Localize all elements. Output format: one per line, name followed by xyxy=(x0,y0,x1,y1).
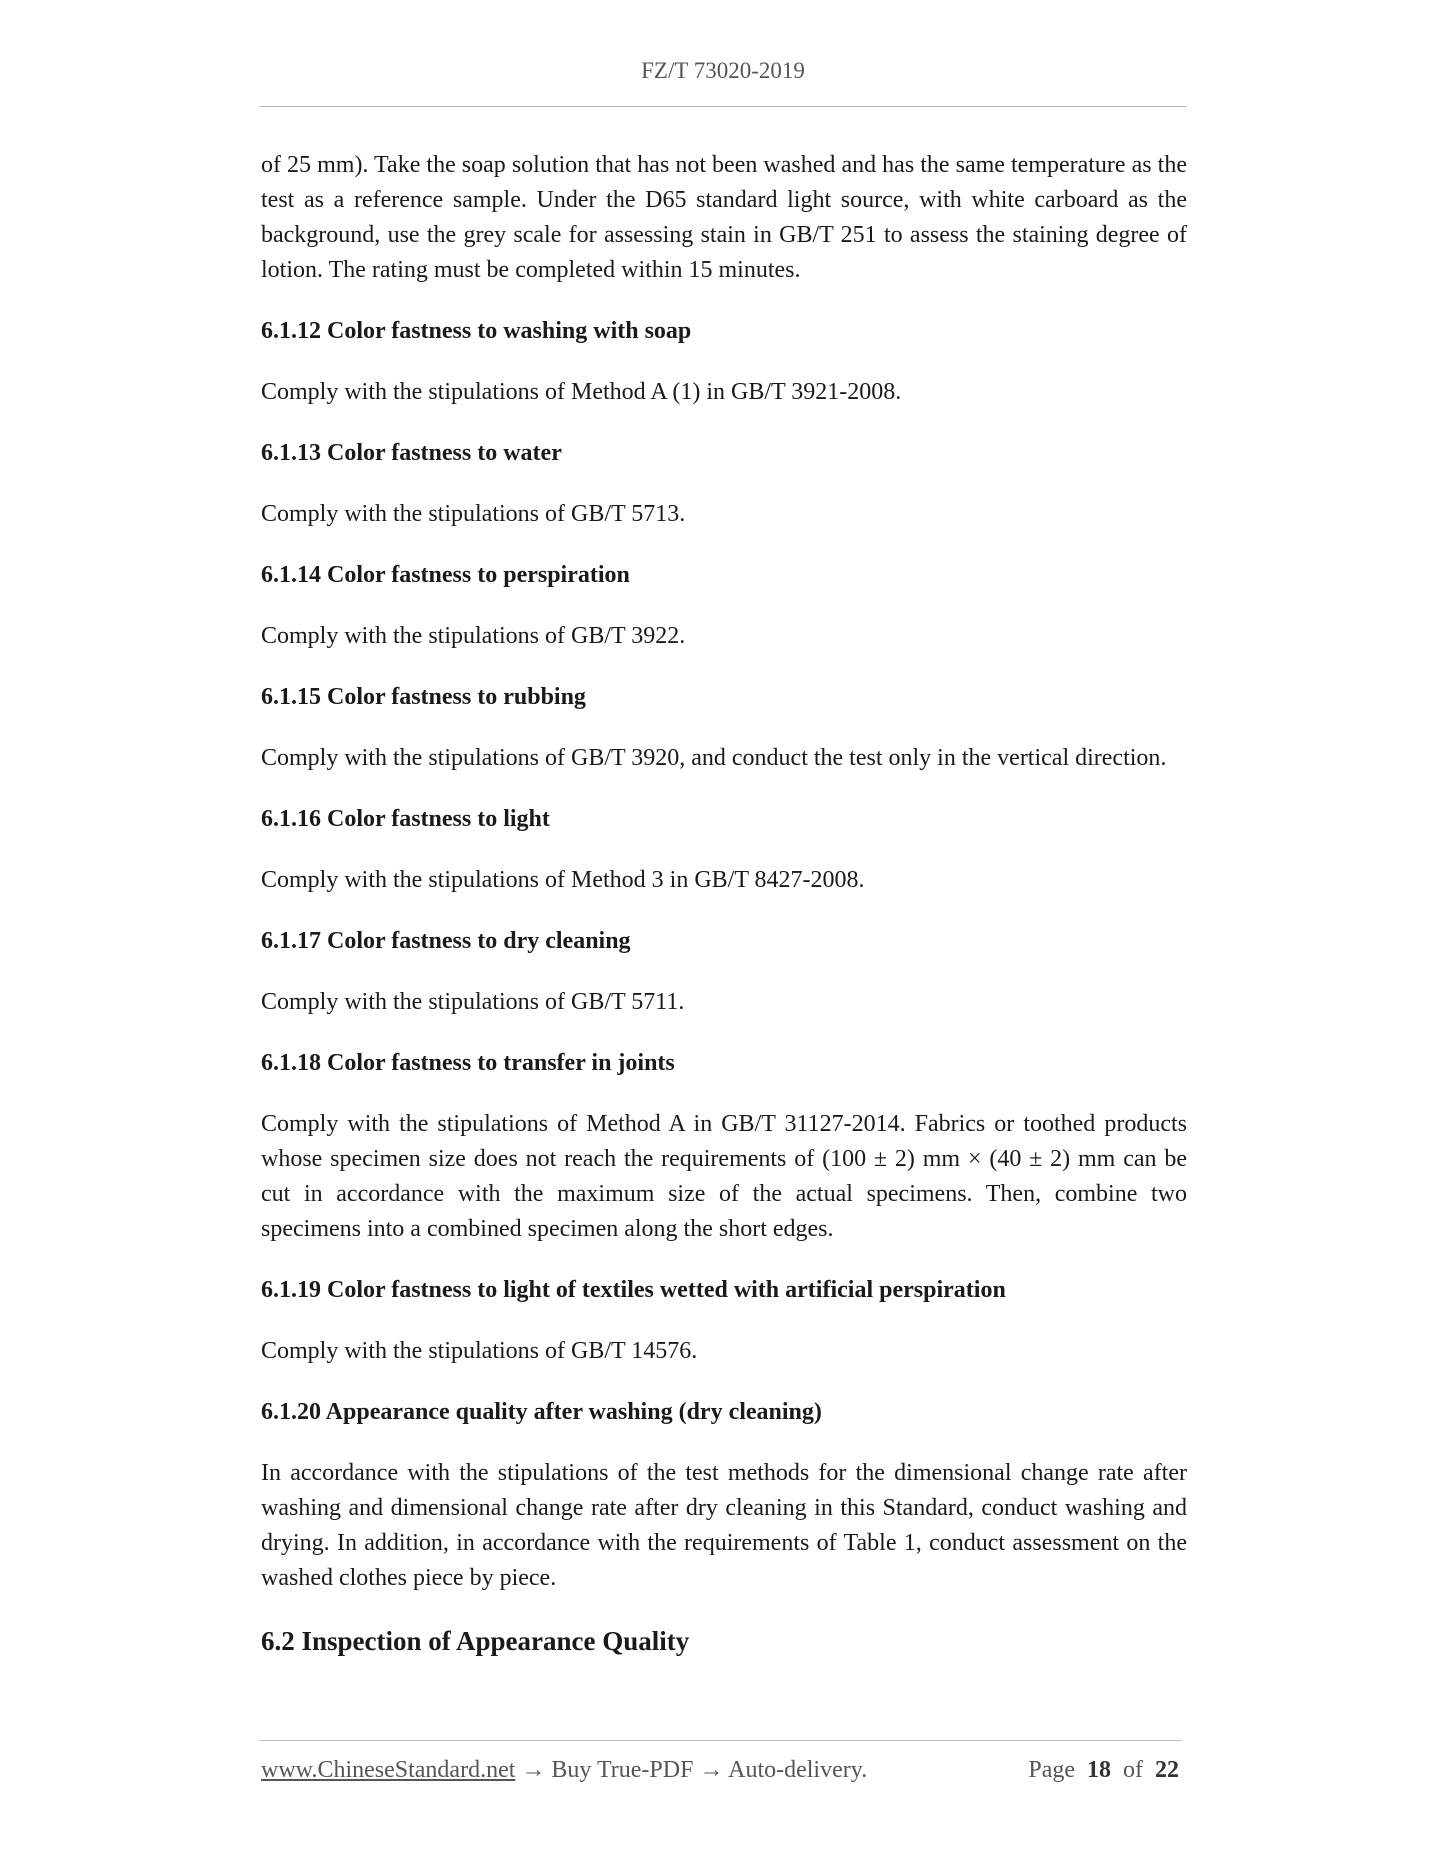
section-text-6-1-13: Comply with the stipulations of GB/T 5713. xyxy=(261,501,686,527)
header-divider xyxy=(259,106,1187,107)
section-heading-6-1-15: 6.1.15 Color fastness to rubbing xyxy=(261,684,586,710)
document-id-header: FZ/T 73020-2019 xyxy=(641,58,805,83)
section-text-6-1-17: Comply with the stipulations of GB/T 5711. xyxy=(261,989,685,1015)
footer-divider xyxy=(259,1740,1182,1741)
section-heading-6-1-20: 6.1.20 Appearance quality after washing (dry cleaning) xyxy=(261,1399,822,1425)
section-heading-6-1-14: 6.1.14 Color fastness to perspiration xyxy=(261,562,630,588)
intro-paragraph: of 25 mm). Take the soap solution that has not been washed and has the same temperature as the test as a reference sample. Under the D65 standard light source, with white carboard as the background, use the grey scale for assessing stain in GB/T 251 to assess the staining degree of lotion. The rating must be completed within 15 minutes. xyxy=(261,152,1187,283)
section-heading-6-1-16: 6.1.16 Color fastness to light xyxy=(261,806,550,832)
footer-tagline: → Buy True-PDF → Auto-delivery. xyxy=(515,1757,868,1783)
section-heading-6-1-19: 6.1.19 Color fastness to light of textiles wetted with artificial perspiration xyxy=(261,1277,1006,1303)
of-label: of xyxy=(1123,1757,1143,1783)
section-heading-6-1-18: 6.1.18 Color fastness to transfer in joints xyxy=(261,1050,675,1076)
document-body xyxy=(261,148,1187,1660)
total-pages: 22 xyxy=(1155,1757,1179,1783)
section-text-6-1-19: Comply with the stipulations of GB/T 14576. xyxy=(261,1338,698,1364)
page-number: 18 xyxy=(1087,1757,1111,1783)
section-text-6-1-20: In accordance with the stipulations of the test methods for the dimensional change rate after washing and dimensional change rate after dry cleaning in this Standard, conduct washing and drying. In addition, in accordance with the requirements of Table 1, conduct assessment on the washed clothes piece by piece. xyxy=(261,1460,1187,1591)
section-text-6-1-16: Comply with the stipulations of Method 3 in GB/T 8427-2008. xyxy=(261,867,865,893)
section-heading-6-1-12: 6.1.12 Color fastness to washing with soap xyxy=(261,318,692,344)
section-text-6-1-18: Comply with the stipulations of Method A in GB/T 31127-2014. Fabrics or toothed products whose specimen size does not reach the requirements of (100 ± 2) mm × (40 ± 2) mm can be cut in accordance with the maximum size of the actual specimens. Then, combine two specimens into a combined specimen along the short edges. xyxy=(261,1111,1187,1242)
section-text-6-1-15: Comply with the stipulations of GB/T 3920, and conduct the test only in the vertical direction. xyxy=(261,745,1167,771)
page-label: Page xyxy=(1028,1757,1075,1783)
website-link[interactable]: www.ChineseStandard.net xyxy=(261,1757,516,1783)
section-heading-6-1-17: 6.1.17 Color fastness to dry cleaning xyxy=(261,928,631,954)
section-heading-6-1-13: 6.1.13 Color fastness to water xyxy=(261,440,562,466)
page-indicator xyxy=(1028,1757,1179,1784)
section-text-6-1-14: Comply with the stipulations of GB/T 3922. xyxy=(261,623,686,649)
section-text-6-1-12: Comply with the stipulations of Method A (1) in GB/T 3921-2008. xyxy=(261,379,902,405)
section-heading-6-2: 6.2 Inspection of Appearance Quality xyxy=(261,1626,690,1656)
footer-promo xyxy=(261,1757,867,1784)
